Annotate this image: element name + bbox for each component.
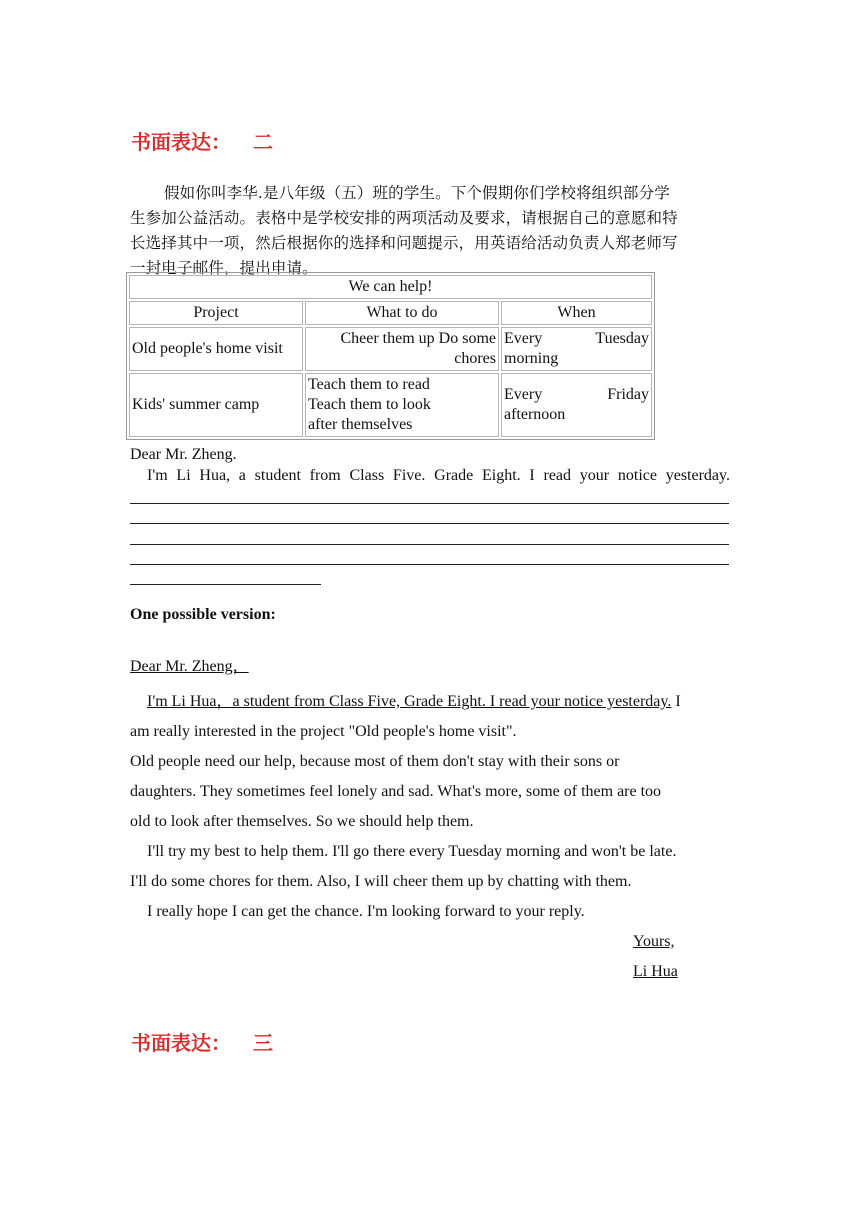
header-project: Project	[129, 301, 303, 325]
sample-signature: Li Hua	[633, 963, 678, 980]
heading-number: 三	[253, 1031, 273, 1055]
heading-number: 二	[253, 130, 273, 154]
answer-line	[130, 564, 729, 565]
sample-title: One possible version:	[130, 606, 276, 623]
task-prompt	[130, 181, 730, 281]
answer-line	[130, 544, 729, 545]
heading-label: 书面表达：	[131, 130, 231, 154]
activity-table	[126, 272, 655, 440]
prompt-line: 假如你叫李华.是八年级（五）班的学生。下个假期你们学校将组织部分学	[164, 184, 670, 202]
sample-paragraph-2: daughters. They sometimes feel lonely and sad. What's more, some of them are too	[130, 783, 662, 800]
table-title: We can help!	[129, 275, 652, 299]
section-heading-2	[131, 126, 273, 155]
sample-closing: Yours,	[633, 933, 675, 950]
sample-paragraph-2: Old people need our help, because most of them don't stay with their sons or	[130, 753, 620, 770]
cell-what-to-do: Teach them to read Teach them to look after themselves	[305, 373, 499, 437]
heading-label: 书面表达：	[131, 1031, 231, 1055]
sample-paragraph-2: old to look after themselves. So we should help them.	[130, 813, 474, 830]
prompt-line: 生参加公益活动。表格中是学校安排的两项活动及要求，请根据自己的意愿和特	[130, 209, 678, 227]
sample-paragraph-3: I'll try my best to help them. I'll go there every Tuesday morning and won't be late.	[147, 843, 677, 860]
sample-paragraph-4: I really hope I can get the chance. I'm looking forward to your reply.	[147, 903, 585, 920]
header-when: When	[501, 301, 652, 325]
sample-paragraph-3: I'll do some chores for them. Also, I will cheer them up by chatting with them.	[130, 873, 632, 890]
section-heading-3	[131, 1027, 273, 1056]
prompt-line: 长选择其中一项，然后根据你的选择和问题提示，用英语给活动负责人郑老师写	[130, 234, 678, 252]
answer-line	[130, 503, 729, 504]
letter-salutation: Dear Mr. Zheng.	[130, 446, 237, 463]
letter-opening: I'm Li Hua, a student from Class Five. Grade Eight. I read your notice yesterday.	[147, 467, 730, 484]
answer-line	[130, 523, 729, 524]
cell-when: Every Friday afternoon	[501, 373, 652, 437]
header-what-to-do: What to do	[305, 301, 499, 325]
sample-paragraph-1-cont: am really interested in the project "Old people's home visit".	[130, 723, 517, 740]
cell-what-to-do: Cheer them up Do some chores	[305, 327, 499, 371]
cell-when: Every Tuesday morning	[501, 327, 652, 371]
answer-line	[130, 584, 321, 585]
prompt-line: 一封电子邮件，提出申请。	[130, 259, 318, 277]
sample-salutation: Dear Mr. Zheng，	[130, 658, 249, 675]
sample-letter	[130, 652, 730, 987]
cell-project: Old people's home visit	[129, 327, 303, 371]
sample-paragraph-1: I'm Li Hua，a student from Class Five, Grade Eight. I read your notice yesterday. I	[147, 693, 681, 710]
cell-project: Kids' summer camp	[129, 373, 303, 437]
